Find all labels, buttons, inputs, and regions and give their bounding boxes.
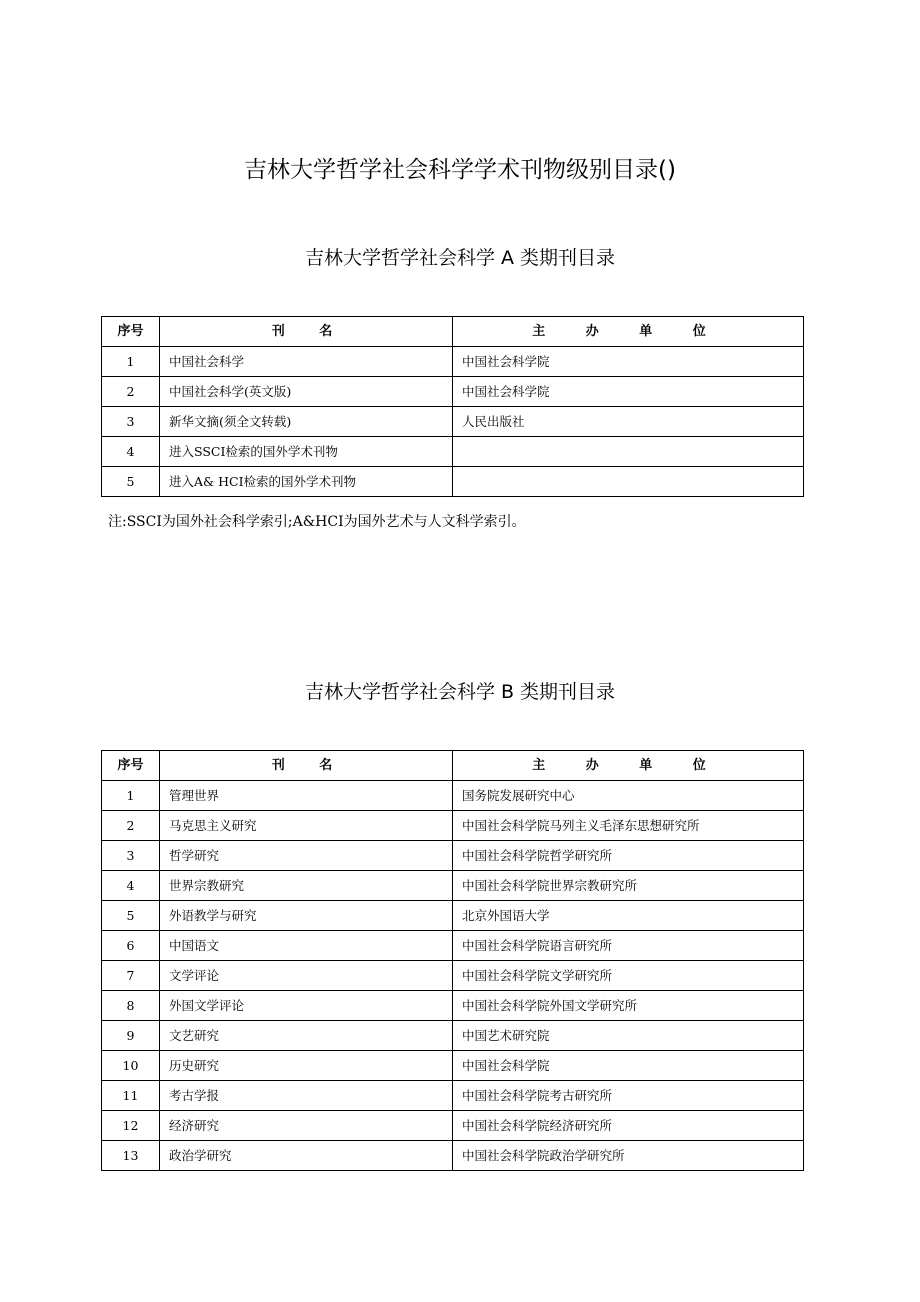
journal-name: 管理世界	[160, 781, 453, 811]
row-number: 1	[102, 347, 160, 377]
row-number: 8	[102, 991, 160, 1021]
row-number: 2	[102, 377, 160, 407]
organizer: 中国社会科学院语言研究所	[453, 931, 804, 961]
a-journal-table	[101, 316, 804, 497]
journal-name: 马克思主义研究	[160, 811, 453, 841]
journal-name: 外语教学与研究	[160, 901, 453, 931]
table-row	[102, 961, 804, 991]
header-journal-name: 刊 名	[160, 751, 453, 781]
journal-name: 世界宗教研究	[160, 871, 453, 901]
row-number: 12	[102, 1111, 160, 1141]
organizer: 中国社会科学院外国文学研究所	[453, 991, 804, 1021]
row-number: 5	[102, 467, 160, 497]
header-journal-name: 刊 名	[160, 317, 453, 347]
organizer: 中国社会科学院经济研究所	[453, 1111, 804, 1141]
row-number: 13	[102, 1141, 160, 1171]
row-number: 3	[102, 407, 160, 437]
header-organizer: 主 办 单 位	[453, 751, 804, 781]
table-row	[102, 407, 804, 437]
journal-name: 文学评论	[160, 961, 453, 991]
table-header-row	[102, 317, 804, 347]
row-number: 3	[102, 841, 160, 871]
journal-name: 哲学研究	[160, 841, 453, 871]
table-row	[102, 1111, 804, 1141]
organizer: 中国社会科学院政治学研究所	[453, 1141, 804, 1171]
organizer: 中国社会科学院世界宗教研究所	[453, 871, 804, 901]
row-number: 11	[102, 1081, 160, 1111]
organizer: 人民出版社	[453, 407, 804, 437]
journal-name: 历史研究	[160, 1051, 453, 1081]
table-row	[102, 901, 804, 931]
table-row	[102, 871, 804, 901]
organizer: 中国社会科学院	[453, 377, 804, 407]
index-note: 注:SSCI为国外社会科学索引;A&HCI为国外艺术与人文科学索引。	[108, 514, 526, 530]
journal-name: 外国文学评论	[160, 991, 453, 1021]
journal-name: 进入A& HCI检索的国外学术刊物	[160, 467, 453, 497]
journal-name: 经济研究	[160, 1111, 453, 1141]
table-row	[102, 437, 804, 467]
table-row	[102, 1051, 804, 1081]
row-number: 5	[102, 901, 160, 931]
organizer: 中国社会科学院哲学研究所	[453, 841, 804, 871]
table-row	[102, 1021, 804, 1051]
organizer	[453, 437, 804, 467]
organizer: 中国社会科学院考古研究所	[453, 1081, 804, 1111]
header-organizer: 主 办 单 位	[453, 317, 804, 347]
journal-name: 文艺研究	[160, 1021, 453, 1051]
table-row	[102, 1081, 804, 1111]
table-header-row	[102, 751, 804, 781]
table-row	[102, 377, 804, 407]
row-number: 1	[102, 781, 160, 811]
row-number: 4	[102, 437, 160, 467]
journal-name: 政治学研究	[160, 1141, 453, 1171]
row-number: 9	[102, 1021, 160, 1051]
table-row	[102, 1141, 804, 1171]
organizer: 中国社会科学院马列主义毛泽东思想研究所	[453, 811, 804, 841]
table-row	[102, 931, 804, 961]
table-row	[102, 781, 804, 811]
row-number: 6	[102, 931, 160, 961]
organizer: 中国艺术研究院	[453, 1021, 804, 1051]
page-title: 吉林大学哲学社会科学学术刊物级别目录()	[244, 157, 676, 183]
section-b-title: 吉林大学哲学社会科学 B 类期刊目录	[304, 681, 616, 703]
journal-name: 新华文摘(须全文转载)	[160, 407, 453, 437]
organizer: 国务院发展研究中心	[453, 781, 804, 811]
journal-name: 中国语文	[160, 931, 453, 961]
journal-name: 中国社会科学(英文版)	[160, 377, 453, 407]
table-row	[102, 467, 804, 497]
journal-name: 考古学报	[160, 1081, 453, 1111]
organizer	[453, 467, 804, 497]
journal-name: 中国社会科学	[160, 347, 453, 377]
organizer: 中国社会科学院文学研究所	[453, 961, 804, 991]
table-row	[102, 841, 804, 871]
header-no: 序号	[102, 317, 160, 347]
row-number: 4	[102, 871, 160, 901]
journal-name: 进入SSCI检索的国外学术刊物	[160, 437, 453, 467]
organizer: 北京外国语大学	[453, 901, 804, 931]
b-journal-table	[101, 750, 804, 1171]
table-row	[102, 811, 804, 841]
organizer: 中国社会科学院	[453, 347, 804, 377]
organizer: 中国社会科学院	[453, 1051, 804, 1081]
table-row	[102, 347, 804, 377]
section-a-title: 吉林大学哲学社会科学 A 类期刊目录	[304, 247, 616, 269]
header-no: 序号	[102, 751, 160, 781]
row-number: 10	[102, 1051, 160, 1081]
row-number: 7	[102, 961, 160, 991]
row-number: 2	[102, 811, 160, 841]
table-row	[102, 991, 804, 1021]
